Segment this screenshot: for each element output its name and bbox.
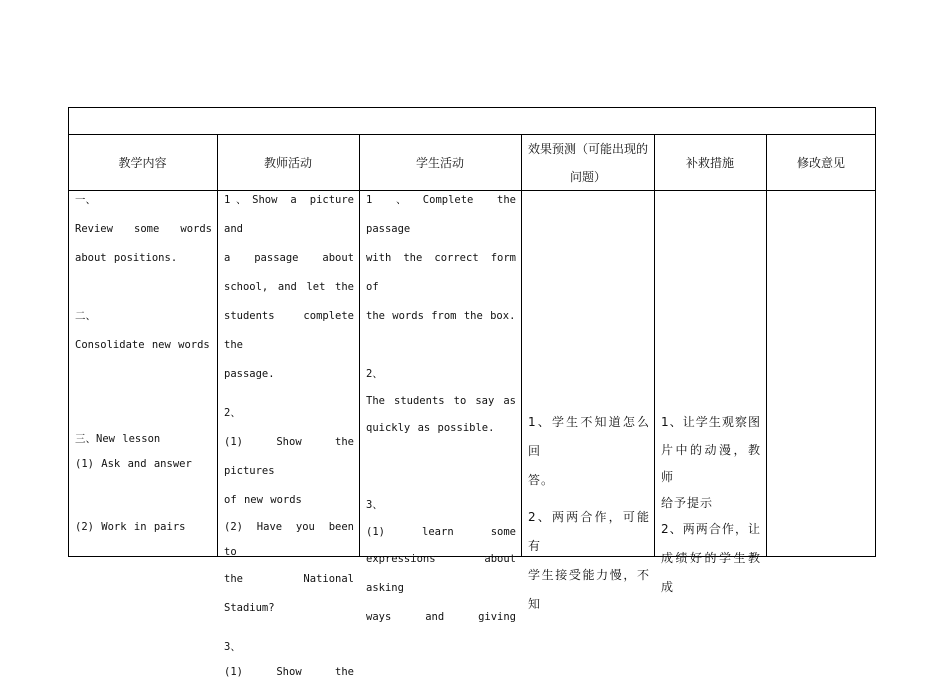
cell-student-activity xyxy=(366,186,516,623)
cell-line: passage. xyxy=(224,368,275,380)
cell-line: with the correct form of xyxy=(366,252,516,293)
cell-line: about positions. xyxy=(75,252,178,264)
cell-line: students complete the xyxy=(224,310,354,351)
cell-line: the words from the box. xyxy=(366,310,516,322)
cell-teaching-content xyxy=(75,186,212,556)
cell-line: (1) Show the xyxy=(224,666,354,678)
cell-line: 1、Show a picture and xyxy=(224,194,354,235)
cell-line: (1) Show the pictures xyxy=(224,436,354,477)
cell-line: 片中的动漫，教师 xyxy=(661,443,761,484)
cell-line: 2、 xyxy=(224,407,241,419)
header-student-activity: 学生活动 xyxy=(415,155,464,170)
cell-line: 一、 xyxy=(75,194,96,206)
cell-teacher-activity xyxy=(224,186,354,678)
cell-line: 成绩好的学生教成 xyxy=(661,551,761,594)
cell-line: (2) Work in pairs xyxy=(75,521,186,533)
cell-line: 1 、Complete the passage xyxy=(366,194,516,235)
header-revision-comments: 修改意见 xyxy=(796,155,845,170)
cell-line: (1) learn some xyxy=(366,526,516,538)
column-divider xyxy=(766,134,767,557)
cell-line: the National Stadium? xyxy=(224,573,354,614)
cell-line: 3、 xyxy=(224,641,241,653)
column-divider xyxy=(654,134,655,557)
cell-line: a passage about xyxy=(224,252,354,264)
header-teacher-activity: 教师活动 xyxy=(263,155,312,170)
column-divider xyxy=(359,134,360,557)
cell-remedial-measures xyxy=(661,408,761,594)
cell-line: of new words xyxy=(224,494,302,506)
header-expected-effect: 效果预测（可能出现的问题） xyxy=(527,141,648,184)
cell-line: 答。 xyxy=(528,473,555,487)
cell-line: expressions about asking xyxy=(366,553,516,594)
header-teaching-content: 教学内容 xyxy=(118,155,167,170)
cell-line: school, and let the xyxy=(224,281,354,293)
cell-line: Consolidate new words xyxy=(75,339,210,351)
cell-line: The students to say as xyxy=(366,395,516,407)
cell-expected-effect xyxy=(528,408,650,611)
header-remedial-measures: 补救措施 xyxy=(685,155,734,170)
cell-line: (2) Have you been to xyxy=(224,521,354,558)
cell-line: 给予提示 xyxy=(661,496,714,510)
cell-line: 3、 xyxy=(366,499,383,511)
cell-revision-comments xyxy=(771,191,871,556)
cell-line: ways and giving xyxy=(366,611,516,623)
column-divider xyxy=(217,134,218,557)
cell-line: Review some words xyxy=(75,223,212,235)
cell-line: 三、New lesson xyxy=(75,433,161,445)
cell-line: quickly as possible. xyxy=(366,422,495,434)
cell-line: 1、学生不知道怎么回 xyxy=(528,415,650,458)
cell-line: 学生接受能力慢，不知 xyxy=(528,568,650,611)
cell-line: 2、 xyxy=(366,368,383,380)
cell-line: 2、两两合作，可能有 xyxy=(528,510,650,553)
cell-line: (1) Ask and answer xyxy=(75,458,192,470)
cell-line: 2、两两合作，让 xyxy=(661,522,761,536)
cell-line: 1、让学生观察图 xyxy=(661,415,761,429)
column-divider xyxy=(521,134,522,557)
cell-line: 二、 xyxy=(75,310,96,322)
